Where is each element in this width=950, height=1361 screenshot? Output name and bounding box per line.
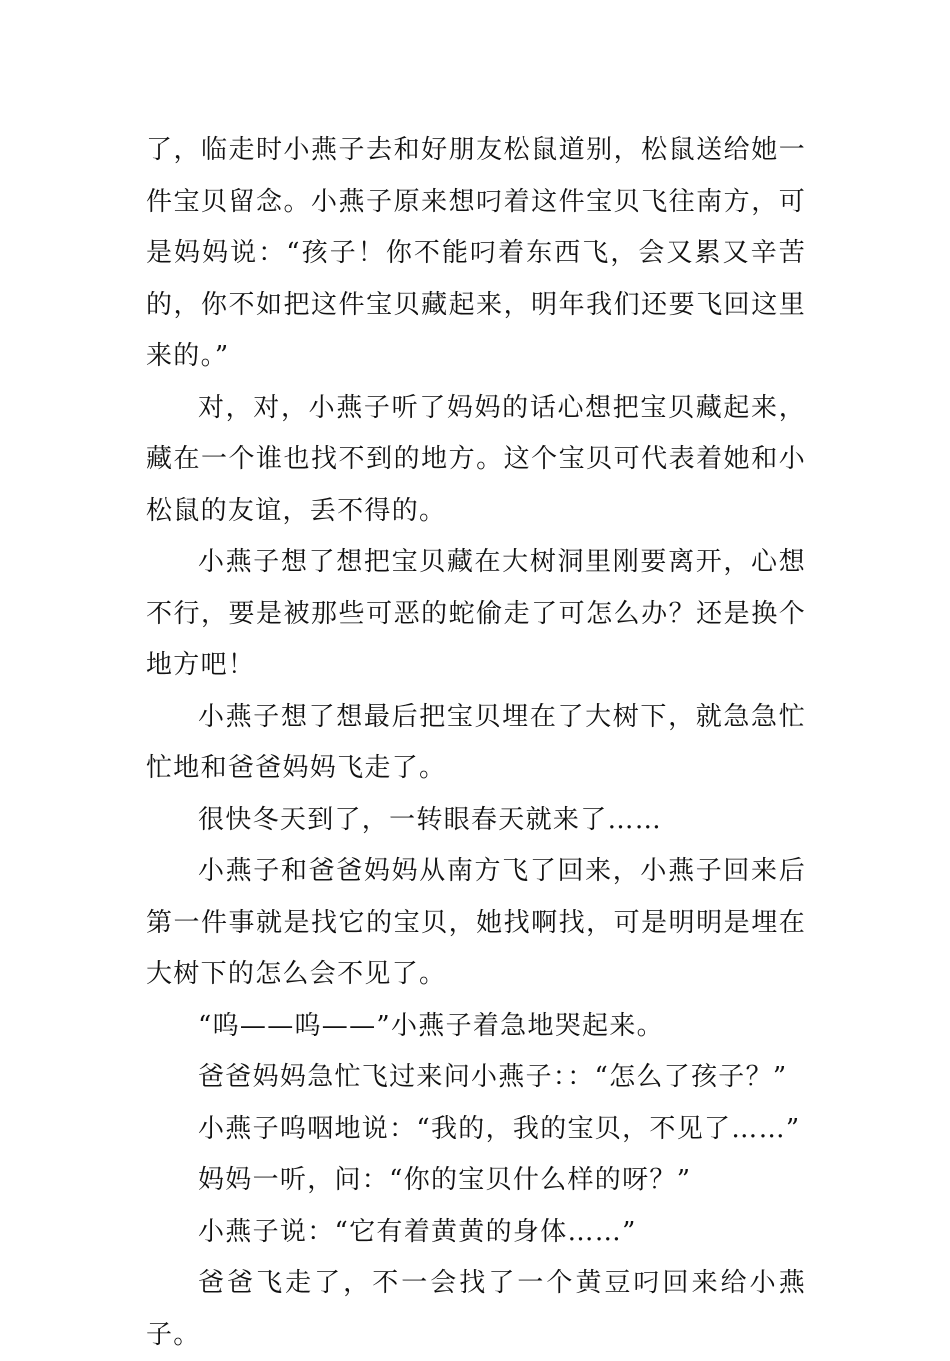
paragraph: 妈妈一听，问：“你的宝贝什么样的呀？” xyxy=(198,1165,692,1195)
paragraph: 爸爸妈妈急忙飞过来问小燕子：：“怎么了孩子？” xyxy=(198,1062,788,1092)
paragraph: 小燕子和爸爸妈妈从南方飞了回来，小燕子回来后第一件事就是找它的宝贝，她找啊找，可是明明是埋在大树下的怎么会不见了。 xyxy=(146,856,806,989)
paragraph: 小燕子说：“它有着黄黄的身体……” xyxy=(198,1216,637,1247)
paragraph: 小燕子呜咽地说：“我的，我的宝贝，不见了……” xyxy=(198,1113,801,1144)
paragraph: 对，对，小燕子听了妈妈的话心想把宝贝藏起来，藏在一个谁也找不到的地方。这个宝贝可代表着她和小松鼠的友谊，丢不得的。 xyxy=(146,392,806,526)
paragraph: 小燕子想了想把宝贝藏在大树洞里刚要离开，心想不行，要是被那些可恶的蛇偷走了可怎么办？还是换个地方吧！ xyxy=(146,547,806,680)
paragraph: 了，临走时小燕子去和好朋友松鼠道别，松鼠送给她一件宝贝留念。小燕子原来想叼着这件宝贝飞往南方，可是妈妈说：“孩子！你不能叼着东西飞，会又累又辛苦的，你不如把这件宝贝藏起来，明年我们还要飞回这里来的。” xyxy=(146,135,806,371)
paragraph: 很快冬天到了，一转眼春天就来了…… xyxy=(198,804,663,835)
document-body xyxy=(146,125,806,1361)
paragraph: “呜——呜——”小燕子着急地哭起来。 xyxy=(198,1010,664,1041)
paragraph: 爸爸飞走了，不一会找了一个黄豆叼回来给小燕子。 xyxy=(146,1268,806,1350)
paragraph: 小燕子想了想最后把宝贝埋在了大树下，就急急忙忙地和爸爸妈妈飞走了。 xyxy=(146,701,806,783)
